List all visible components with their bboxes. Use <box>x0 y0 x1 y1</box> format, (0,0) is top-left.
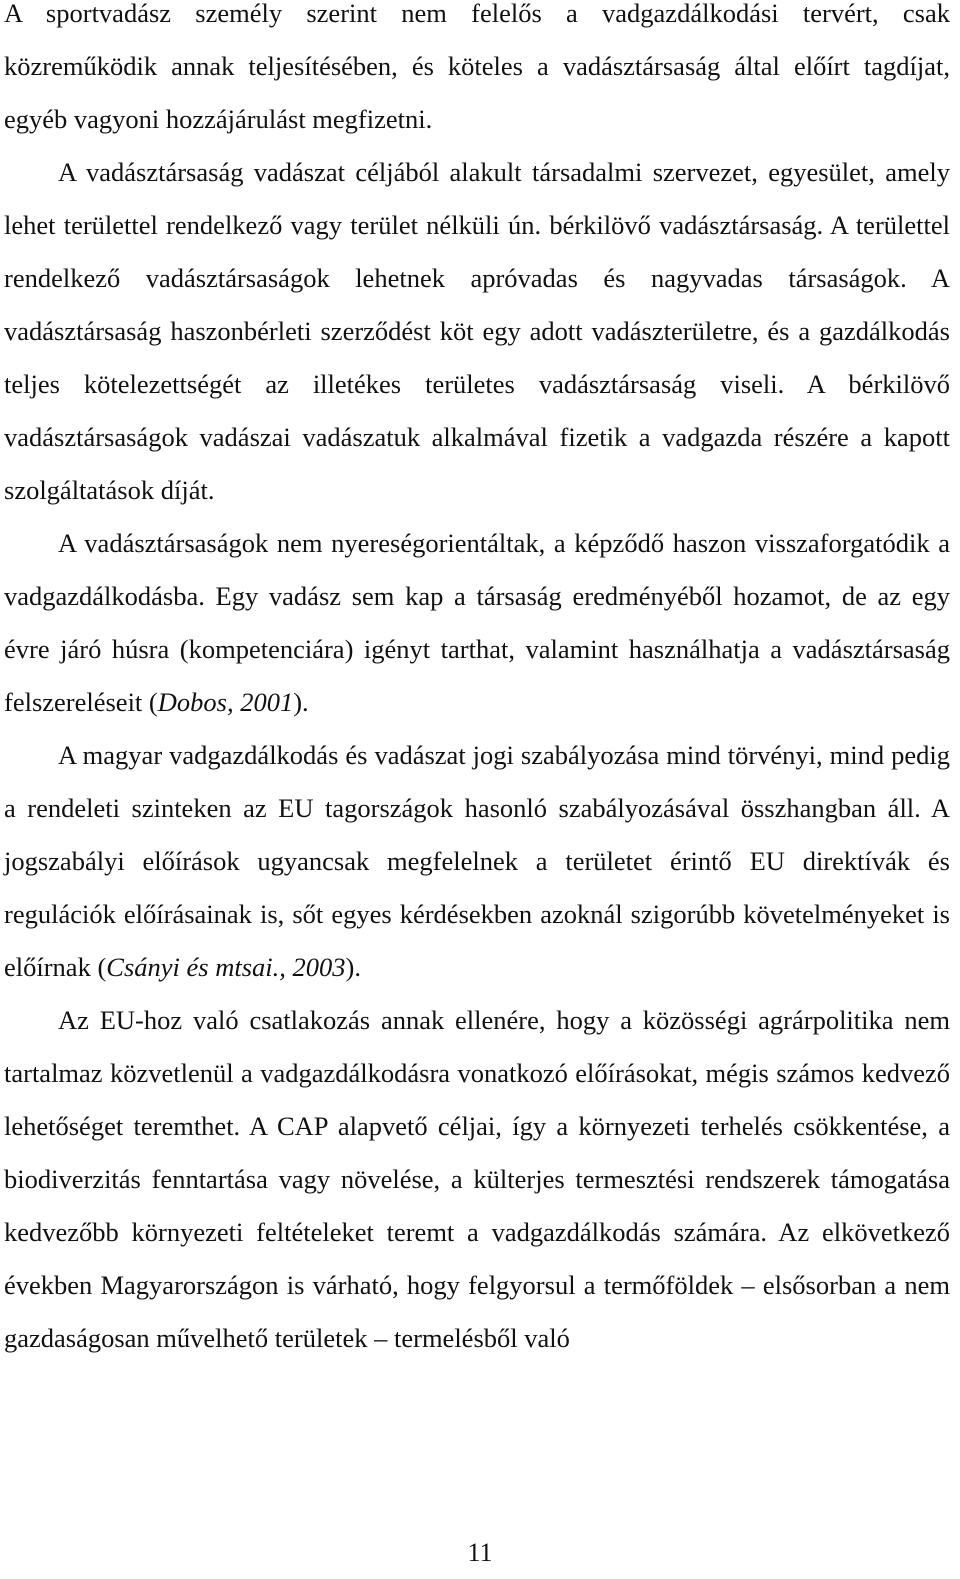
paragraph-3-text: A vadásztársaságok nem nyereségorientáltak, a képződő haszon visszaforgatódik a vadgazdálkodásba. Egy vadász sem kap a társaság eredményéből hozamot, de az egy évre járó húsra (kompetenciára) igényt tarthat, valamint használhatja a vadásztársaság felszereléseit ( <box>4 528 950 717</box>
document-page <box>4 0 950 1365</box>
citation-csanyi-2003: Csányi és mtsai., 2003 <box>106 952 346 982</box>
paragraph-4-closing: ). <box>345 952 361 982</box>
paragraph-4-text: A magyar vadgazdálkodás és vadászat jogi szabályozása mind törvényi, mind pedig a rendeleti szinteken az EU tagországok hasonló szabályozásával összhangban áll. A jogszabályi előírások ugyancsak megfelelnek a területet érintő EU direktívák és regulációk előírásainak is, sőt egyes kérdésekben azoknál szigorúbb követelményeket is előírnak ( <box>4 740 950 982</box>
paragraph-3 <box>4 517 950 729</box>
paragraph-1 <box>4 0 950 146</box>
paragraph-4 <box>4 729 950 994</box>
paragraph-5 <box>4 994 950 1365</box>
paragraph-2 <box>4 146 950 517</box>
paragraph-3-closing: ). <box>293 687 309 717</box>
citation-dobos-2001: Dobos, 2001 <box>157 687 294 717</box>
paragraph-5-text: Az EU-hoz való csatlakozás annak ellenére, hogy a közösségi agrárpolitika nem tartalmaz közvetlenül a vadgazdálkodásra vonatkozó előírásokat, mégis számos kedvező lehetőséget teremthet. A CAP alapvető céljai, így a környezeti terhelés csökkentése, a biodiverzitás fenntartása vagy növelése, a külterjes termesztési rendszerek támogatása kedvezőbb környezeti feltételeket teremt a vadgazdálkodás számára. Az elkövetkező években Magyarországon is várható, hogy felgyorsul a termőföldek – elsősorban a nem gazdaságosan művelhető területek – termelésből való <box>4 1005 950 1353</box>
paragraph-1-text: A sportvadász személy szerint nem felelős a vadgazdálkodási tervért, csak közreműködik annak teljesítésében, és köteles a vadásztársaság által előírt tagdíjat, egyéb vagyoni hozzájárulást megfizetni. <box>4 0 950 134</box>
paragraph-2-text: A vadásztársaság vadászat céljából alakult társadalmi szervezet, egyesület, amely lehet területtel rendelkező vagy terület nélküli ún. bérkilövő vadásztársaság. A területtel rendelkező vadásztársaságok lehetnek apróvadas és nagyvadas társaságok. A vadásztársaság haszonbérleti szerződést köt egy adott vadászterületre, és a gazdálkodás teljes kötelezettségét az illetékes területes vadásztársaság viseli. A bérkilövő vadásztársaságok vadászai vadászatuk alkalmával fizetik a vadgazda részére a kapott szolgáltatások díját. <box>4 157 950 505</box>
page-number: 11 <box>467 1538 493 1567</box>
